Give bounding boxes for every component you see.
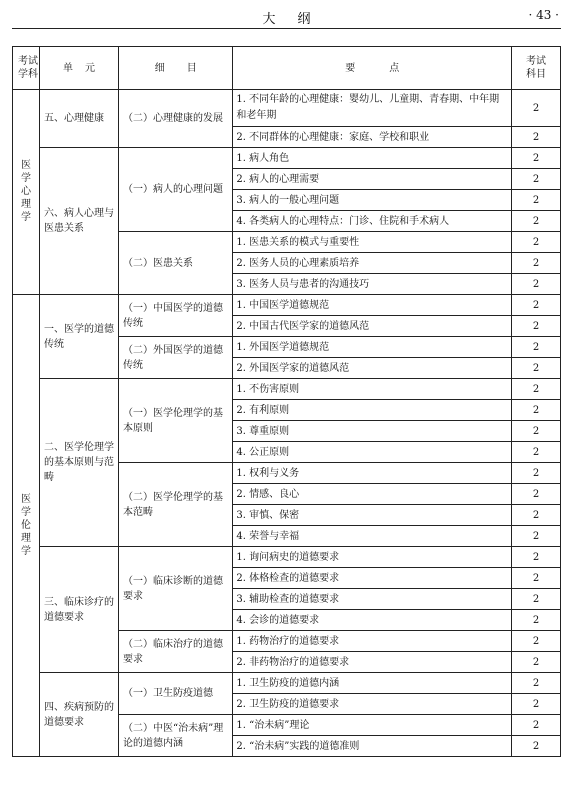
key-point: 3. 医务人员与患者的沟通技巧 <box>233 274 512 295</box>
header-item: 细目 <box>119 47 233 90</box>
header-level: 考试科目 <box>512 47 561 90</box>
exam-level: 2 <box>512 379 561 400</box>
exam-level: 2 <box>512 400 561 421</box>
item-name: （一）医学伦理学的基本原则 <box>119 379 233 463</box>
subject-cell <box>13 295 40 757</box>
key-point: 2. 非药物治疗的道德要求 <box>233 652 512 673</box>
exam-level: 2 <box>512 295 561 316</box>
key-point: 2. 中国古代医学家的道德风范 <box>233 316 512 337</box>
table-header-row <box>13 47 561 90</box>
table-row <box>13 379 561 400</box>
page-header <box>12 6 561 29</box>
key-point: 1. 卫生防疫的道德内涵 <box>233 673 512 694</box>
exam-level: 2 <box>512 442 561 463</box>
running-title: 大纲 <box>262 12 333 27</box>
key-point: 2. “治未病”实践的道德准则 <box>233 736 512 757</box>
subject-name: 医学伦理学 <box>21 493 32 557</box>
exam-level: 2 <box>512 358 561 379</box>
key-point: 2. 有利原则 <box>233 400 512 421</box>
item-name: （二）医患关系 <box>119 232 233 295</box>
key-point: 1. 医患关系的模式与重要性 <box>233 232 512 253</box>
exam-level: 2 <box>512 631 561 652</box>
header-unit: 单元 <box>40 47 119 90</box>
key-point: 3. 尊重原则 <box>233 421 512 442</box>
key-point: 1. 权利与义务 <box>233 463 512 484</box>
key-point: 2. 病人的心理需要 <box>233 169 512 190</box>
key-point: 3. 病人的一般心理问题 <box>233 190 512 211</box>
header-points: 要点 <box>233 47 512 90</box>
page-number: · 43 · <box>528 8 559 22</box>
key-point: 1. 询问病史的道德要求 <box>233 547 512 568</box>
syllabus-table <box>12 46 561 757</box>
key-point: 2. 卫生防疫的道德要求 <box>233 694 512 715</box>
key-point: 1. 病人角色 <box>233 148 512 169</box>
exam-level: 2 <box>512 337 561 358</box>
key-point: 1. 外国医学道德规范 <box>233 337 512 358</box>
exam-level: 2 <box>512 715 561 736</box>
exam-level: 2 <box>512 253 561 274</box>
exam-level: 2 <box>512 694 561 715</box>
key-point: 3. 审慎、保密 <box>233 505 512 526</box>
item-name: （二）医学伦理学的基本范畴 <box>119 463 233 547</box>
item-name: （二）外国医学的道德传统 <box>119 337 233 379</box>
exam-level: 2 <box>512 316 561 337</box>
header-subject: 考试学科 <box>13 47 40 90</box>
key-point: 2. 医务人员的心理素质培养 <box>233 253 512 274</box>
exam-level: 2 <box>512 211 561 232</box>
key-point: 1. “治未病”理论 <box>233 715 512 736</box>
key-point: 4. 各类病人的心理特点：门诊、住院和手术病人 <box>233 211 512 232</box>
unit-name: 一、医学的道德传统 <box>40 295 119 379</box>
item-name: （二）临床治疗的道德要求 <box>119 631 233 673</box>
table-row <box>13 90 561 127</box>
exam-level: 2 <box>512 421 561 442</box>
exam-level: 2 <box>512 526 561 547</box>
table-row <box>13 148 561 169</box>
key-point: 4. 荣誉与幸福 <box>233 526 512 547</box>
subject-cell <box>13 90 40 295</box>
item-name: （二）中医“治未病”理论的道德内涵 <box>119 715 233 757</box>
exam-level: 2 <box>512 90 561 127</box>
unit-name: 三、临床诊疗的道德要求 <box>40 547 119 673</box>
key-point: 3. 辅助检查的道德要求 <box>233 589 512 610</box>
key-point: 2. 体格检查的道德要求 <box>233 568 512 589</box>
key-point: 4. 公正原则 <box>233 442 512 463</box>
exam-level: 2 <box>512 505 561 526</box>
exam-level: 2 <box>512 589 561 610</box>
table-row <box>13 673 561 694</box>
exam-level: 2 <box>512 190 561 211</box>
item-name: （一）中国医学的道德传统 <box>119 295 233 337</box>
exam-level: 2 <box>512 232 561 253</box>
table-row <box>13 295 561 316</box>
exam-level: 2 <box>512 169 561 190</box>
key-point: 1. 中国医学道德规范 <box>233 295 512 316</box>
unit-name: 六、病人心理与医患关系 <box>40 148 119 295</box>
key-point: 1. 不同年龄的心理健康：婴幼儿、儿童期、青春期、中年期和老年期 <box>233 90 512 127</box>
exam-level: 2 <box>512 127 561 148</box>
exam-level: 2 <box>512 736 561 757</box>
item-name: （一）病人的心理问题 <box>119 148 233 232</box>
exam-level: 2 <box>512 652 561 673</box>
exam-level: 2 <box>512 610 561 631</box>
key-point: 2. 外国医学家的道德风范 <box>233 358 512 379</box>
key-point: 1. 不伤害原则 <box>233 379 512 400</box>
exam-level: 2 <box>512 274 561 295</box>
exam-level: 2 <box>512 673 561 694</box>
unit-name: 二、医学伦理学的基本原则与范畴 <box>40 379 119 547</box>
key-point: 2. 情感、良心 <box>233 484 512 505</box>
unit-name: 四、疾病预防的道德要求 <box>40 673 119 757</box>
item-name: （一）临床诊断的道德要求 <box>119 547 233 631</box>
exam-level: 2 <box>512 484 561 505</box>
subject-name: 医学心理学 <box>21 160 32 223</box>
table-body <box>13 90 561 757</box>
item-name: （一）卫生防疫道德 <box>119 673 233 715</box>
exam-level: 2 <box>512 148 561 169</box>
exam-level: 2 <box>512 547 561 568</box>
key-point: 4. 会诊的道德要求 <box>233 610 512 631</box>
exam-level: 2 <box>512 568 561 589</box>
exam-level: 2 <box>512 463 561 484</box>
table-row <box>13 547 561 568</box>
key-point: 1. 药物治疗的道德要求 <box>233 631 512 652</box>
unit-name: 五、心理健康 <box>40 90 119 148</box>
key-point: 2. 不同群体的心理健康：家庭、学校和职业 <box>233 127 512 148</box>
item-name: （二）心理健康的发展 <box>119 90 233 148</box>
